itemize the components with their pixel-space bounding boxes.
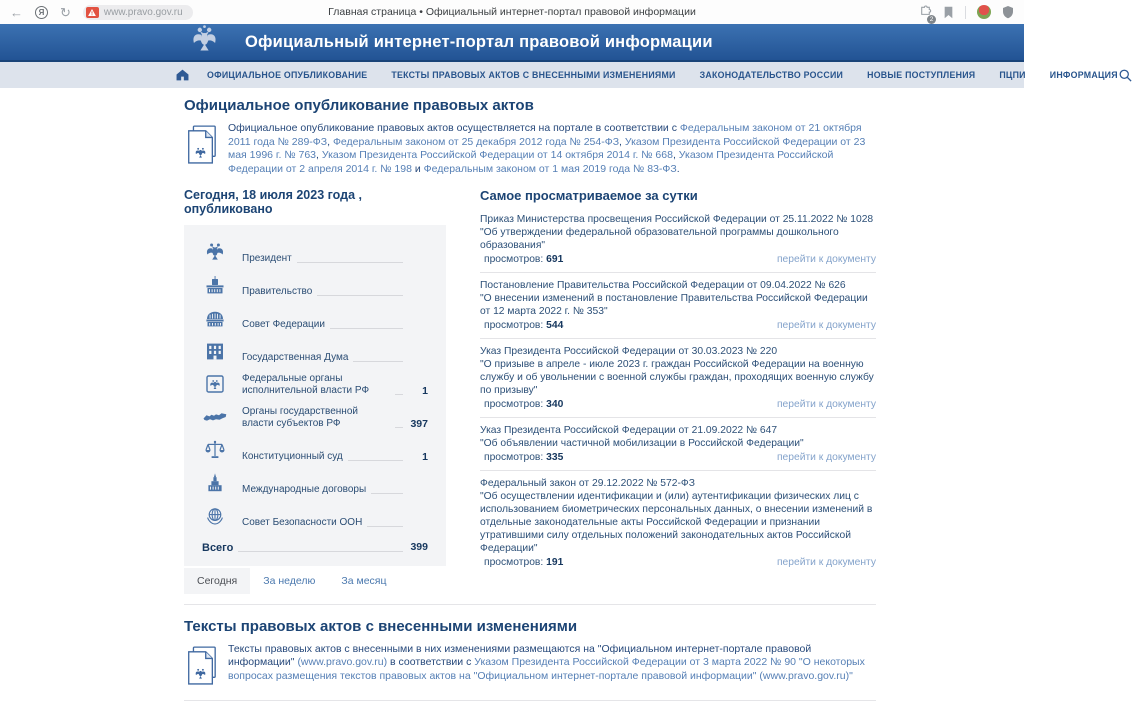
goto-document-link[interactable]: перейти к документу — [776, 399, 876, 410]
period-tab[interactable]: За неделю — [263, 574, 316, 587]
stat-value — [408, 298, 428, 299]
leader-line — [330, 328, 403, 329]
stat-label: Совет Безопасности ООН — [242, 517, 363, 528]
stat-value: 397 — [410, 417, 428, 430]
most-viewed-panel — [480, 188, 876, 594]
views-number: 544 — [546, 320, 564, 331]
russia-map-icon — [202, 404, 228, 430]
nav-item[interactable]: ИНФОРМАЦИЯ — [1049, 70, 1118, 80]
views-count: просмотров: 340 — [484, 399, 564, 410]
protect-shield-icon[interactable] — [1002, 5, 1014, 19]
main-nav — [0, 62, 1118, 88]
browser-logo-icon[interactable]: Я — [35, 6, 48, 19]
stat-value — [408, 265, 428, 266]
stat-label: Международные договоры — [242, 484, 367, 495]
document-entry — [480, 207, 876, 273]
treaties-building-icon — [202, 470, 228, 496]
stat-row[interactable] — [202, 305, 428, 331]
extensions-badge: 2 — [927, 15, 936, 24]
un-emblem-icon — [202, 503, 228, 529]
federation-council-icon — [202, 305, 228, 331]
goto-document-link[interactable]: перейти к документу — [776, 320, 876, 331]
stat-row[interactable] — [202, 338, 428, 364]
inline-link[interactable]: Указом Президента Российской Федерации от 2 апреля 2014 г. № 198 — [228, 149, 834, 175]
stat-value — [408, 496, 428, 497]
home-icon[interactable] — [176, 69, 189, 81]
text-segment: , — [316, 149, 322, 161]
stat-value — [408, 331, 428, 332]
leader-line — [317, 295, 403, 296]
document-description: "Об утверждении федеральной образовательной программы дошкольного образования" — [480, 227, 839, 251]
site-header — [0, 24, 1024, 62]
texts-section — [184, 618, 876, 692]
nav-items — [207, 70, 1118, 80]
document-entry — [480, 418, 876, 471]
inline-link[interactable]: Федеральным законом от 21 октября 2011 года № 289-ФЗ — [228, 122, 862, 148]
document-entry — [480, 471, 876, 575]
views-count: просмотров: 544 — [484, 320, 564, 331]
period-tab[interactable]: За месяц — [341, 574, 387, 587]
scales-icon — [202, 437, 228, 463]
stat-value — [408, 364, 428, 365]
stat-row[interactable] — [202, 470, 428, 496]
text-segment: , — [327, 135, 333, 148]
stat-label: Совет Федерации — [242, 319, 325, 330]
leader-line — [395, 427, 403, 428]
stat-label: Конституционный суд — [242, 451, 343, 462]
stat-label: Правительство — [242, 286, 313, 297]
today-line: Сегодня, 18 июля 2023 года , опубликовано — [184, 188, 362, 216]
views-number: 340 — [546, 399, 564, 410]
views-count: просмотров: 335 — [484, 452, 564, 463]
extensions-icon[interactable] — [919, 3, 932, 21]
period-tab[interactable]: Сегодня — [184, 568, 250, 594]
document-stack-icon — [184, 643, 228, 692]
stat-label: Органы государственной власти субъектов РФ — [242, 406, 358, 429]
leader-line — [395, 394, 403, 395]
nav-item[interactable]: ЗАКОНОДАТЕЛЬСТВО РОССИИ — [699, 70, 844, 80]
period-tabs — [184, 568, 446, 594]
presidential-eagle-icon — [202, 239, 228, 265]
text-segment: и — [411, 162, 424, 175]
stat-value: 1 — [422, 450, 428, 463]
stat-label: Президент — [242, 253, 292, 264]
profile-avatar-icon[interactable] — [977, 5, 991, 19]
security-warning-icon[interactable] — [86, 7, 99, 18]
leader-line — [297, 262, 403, 263]
most-viewed-list — [480, 207, 876, 575]
stat-value — [408, 529, 428, 530]
search-icon[interactable] — [1118, 68, 1133, 83]
inline-link[interactable]: (www.pravo.gov.ru) — [297, 656, 388, 668]
chrome-separator — [965, 6, 966, 19]
publication-heading: Официальное опубликование правовых актов — [184, 97, 534, 114]
inline-link[interactable]: Указом Президента Российской Федерации от 3 марта 2022 № 90 "О некоторых вопросах размещения текстов правовых актов на "Официальном интернет-портале правовой информации" (www.pravo.gov.ru)" — [228, 656, 865, 682]
back-icon[interactable]: ← — [10, 4, 23, 20]
document-title: Указ Президента Российской Федерации от 30.03.2023 № 220 — [480, 346, 778, 357]
refresh-icon[interactable]: ↻ — [60, 4, 71, 20]
nav-item[interactable]: ТЕКСТЫ ПРАВОВЫХ АКТОВ С ВНЕСЕННЫМИ ИЗМЕНЕНИЯМИ — [391, 70, 676, 80]
text-segment: в соответствии с — [387, 656, 475, 668]
text-segment: , — [619, 135, 625, 148]
stat-row[interactable] — [202, 239, 428, 265]
stat-label: Федеральные органы исполнительной власти РФ — [242, 373, 370, 396]
coat-of-arms-icon — [188, 22, 221, 62]
views-count: просмотров: 691 — [484, 254, 564, 265]
total-value: 399 — [410, 541, 428, 553]
text-segment: Официальное опубликование правовых актов осуществляется на портале в соответствии с — [228, 122, 680, 134]
views-count: просмотров: 191 — [484, 557, 564, 568]
document-title: Постановление Правительства Российской Федерации от 09.04.2022 № 626 — [480, 280, 846, 291]
leader-line — [353, 361, 403, 362]
nav-item[interactable]: ПЦПИ — [999, 70, 1026, 80]
leader-line — [367, 526, 403, 527]
browser-chrome — [0, 0, 1024, 24]
inline-link[interactable]: Указом Президента Российской Федерации от 14 октября 2014 г. № 668 — [321, 149, 673, 161]
nav-item[interactable]: ОФИЦИАЛЬНОЕ ОПУБЛИКОВАНИЕ — [207, 70, 368, 80]
stat-label: Государственная Дума — [242, 352, 349, 363]
section-divider — [184, 604, 876, 605]
views-number: 191 — [546, 557, 564, 568]
document-title: Федеральный закон от 29.12.2022 № 572-ФЗ — [480, 478, 695, 489]
publication-intro — [228, 122, 876, 176]
stats-total-row — [202, 541, 428, 556]
bookmark-icon[interactable] — [943, 6, 954, 19]
text-segment: Тексты правовых актов с внесенными в них изменениями размещаются на "Официальном интернет-портале правовой информации" — [228, 642, 812, 668]
goto-document-link[interactable]: перейти к документу — [776, 557, 876, 568]
leader-line — [238, 551, 403, 552]
leader-line — [371, 493, 403, 494]
texts-heading: Тексты правовых актов с внесенными изменениями — [184, 617, 578, 635]
goto-document-link[interactable]: перейти к документу — [776, 452, 876, 463]
text-segment: , — [672, 149, 679, 161]
document-description: "Об осуществлении идентификации и (или) аутентификации физических лиц с использованием биометрических персональных данных, о внесении изменений в отдельные законодательные акты Российской Федерации и признании утратившими силу отдельных положений законодательных актов Российской Федерации" — [480, 491, 873, 554]
nav-item[interactable]: НОВЫЕ ПОСТУПЛЕНИЯ — [867, 70, 976, 80]
page-tab-title: Главная страница • Официальный интернет-портал правовой информации — [328, 6, 696, 18]
stat-row[interactable] — [202, 503, 428, 529]
document-description: "О призыве в апреле - июле 2023 г. граждан Российской Федерации на военную службу и об увольнении с военной службы граждан, проходящих военную службу по призыву" — [480, 359, 874, 396]
document-description: "О внесении изменений в постановление Правительства Российской Федерации от 12 марта 2022 г. № 353" — [480, 293, 868, 317]
most-viewed-heading: Самое просматриваемое за сутки — [480, 188, 698, 203]
leader-line — [348, 460, 403, 461]
stat-row[interactable] — [202, 272, 428, 298]
address-bar[interactable] — [83, 5, 193, 20]
state-duma-icon — [202, 338, 228, 364]
total-label: Всего — [202, 541, 234, 554]
document-title: Указ Президента Российской Федерации от 21.09.2022 № 647 — [480, 425, 778, 436]
page-content — [0, 88, 1024, 707]
stat-row[interactable] — [202, 404, 428, 430]
stat-row[interactable] — [202, 371, 428, 397]
goto-document-link[interactable]: перейти к документу — [776, 254, 876, 265]
views-number: 691 — [546, 254, 564, 265]
document-entry — [480, 273, 876, 339]
stat-value: 1 — [422, 384, 428, 397]
stat-row[interactable] — [202, 437, 428, 463]
url-text: www.pravo.gov.ru — [103, 6, 183, 18]
inline-link[interactable]: Федеральным законом от 1 мая 2019 года № 83-ФЗ — [423, 162, 677, 175]
inline-link[interactable]: Указом Президента Российской Федерации от 23 мая 1996 г. № 763 — [228, 135, 866, 161]
government-building-icon — [202, 272, 228, 298]
published-today-panel — [184, 188, 446, 594]
site-title: Официальный интернет-портал правовой информации — [245, 32, 713, 51]
inline-link[interactable]: Федеральным законом от 25 декабря 2012 года № 254-ФЗ — [332, 135, 620, 148]
federal-executive-icon — [202, 371, 228, 397]
document-title: Приказ Министерства просвещения Российской Федерации от 25.11.2022 № 1028 — [480, 214, 874, 225]
stats-card — [184, 225, 446, 566]
document-description: "Об объявлении частичной мобилизации в Российской Федерации" — [480, 438, 804, 449]
document-entry — [480, 339, 876, 418]
stats-rows — [202, 239, 428, 529]
text-segment: . — [676, 162, 680, 175]
texts-intro — [228, 643, 876, 692]
views-number: 335 — [546, 452, 564, 463]
document-stack-icon — [184, 122, 228, 176]
